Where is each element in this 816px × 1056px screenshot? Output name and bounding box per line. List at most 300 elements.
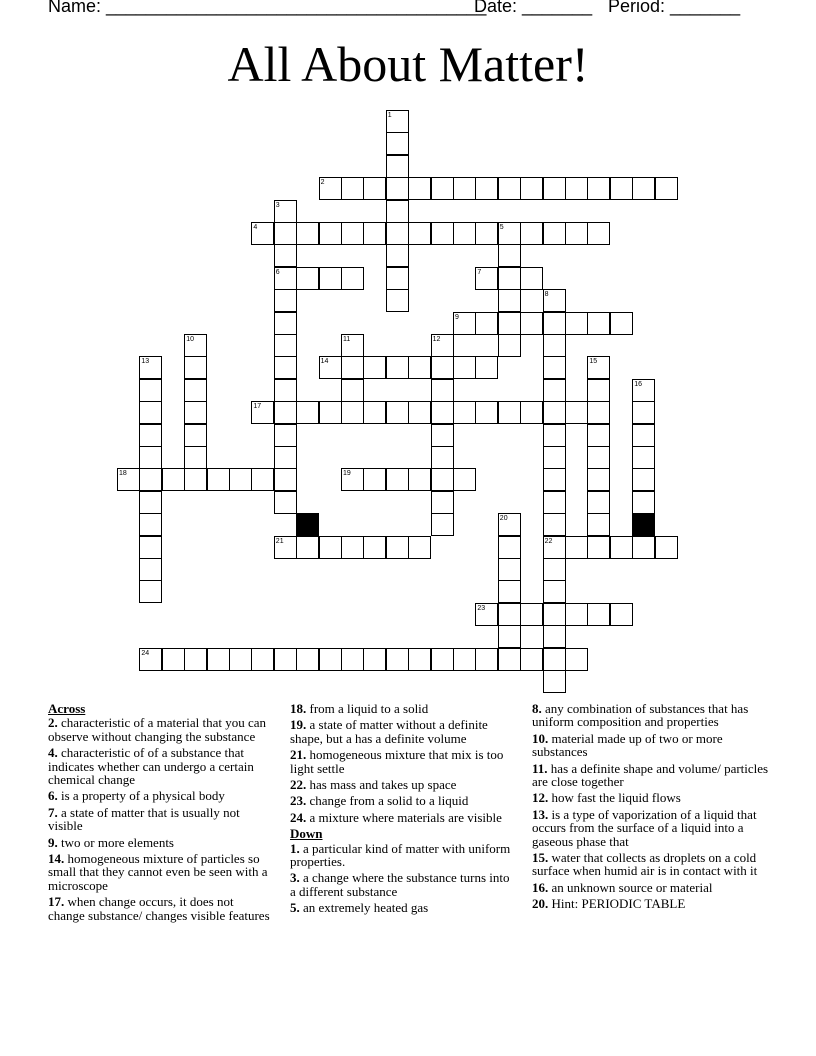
crossword-cell[interactable] xyxy=(319,267,342,290)
crossword-cell[interactable] xyxy=(475,177,498,200)
crossword-cell[interactable] xyxy=(610,312,633,335)
crossword-cell[interactable] xyxy=(498,558,521,581)
clue-number-label: 18 xyxy=(119,470,127,478)
crossword-cell[interactable] xyxy=(543,356,566,379)
crossword-cell[interactable] xyxy=(139,424,162,447)
crossword-cell[interactable] xyxy=(655,536,678,559)
crossword-cell[interactable] xyxy=(274,379,297,402)
crossword-cell[interactable] xyxy=(386,222,409,245)
clue-text: a mixture where materials are visible xyxy=(309,809,502,825)
across-clue xyxy=(290,718,515,745)
clue-text: a state of matter without a definite shape, but a has a definite volume xyxy=(290,717,488,746)
crossword-cell[interactable] xyxy=(386,177,409,200)
crossword-cell[interactable] xyxy=(498,244,521,267)
crossword-cell[interactable] xyxy=(498,312,521,335)
crossword-cell[interactable] xyxy=(632,177,655,200)
crossword-cell[interactable] xyxy=(655,177,678,200)
crossword-cell[interactable] xyxy=(587,446,610,469)
across-clue xyxy=(48,806,273,833)
crossword-cell[interactable] xyxy=(498,401,521,424)
crossword-cell[interactable] xyxy=(453,648,476,671)
clue-number: 23. xyxy=(290,793,307,809)
down-clue xyxy=(532,897,772,910)
clue-number: 9. xyxy=(48,834,58,850)
crossword-cell[interactable] xyxy=(363,177,386,200)
crossword-cell[interactable] xyxy=(543,513,566,536)
clue-number: 13. xyxy=(532,806,549,822)
clue-number-label: 23 xyxy=(477,604,486,612)
crossword-cell[interactable] xyxy=(632,424,655,447)
clue-number-label: 16 xyxy=(634,380,642,388)
down-clue xyxy=(532,762,772,789)
crossword-cell[interactable] xyxy=(341,536,364,559)
crossword-cell[interactable] xyxy=(632,491,655,514)
across-clue xyxy=(48,746,273,786)
crossword-cell[interactable] xyxy=(610,603,633,626)
across-heading: Across xyxy=(48,701,86,716)
clue-number-label: 10 xyxy=(186,336,194,343)
clue-number: 4. xyxy=(48,745,58,761)
crossword-cell[interactable] xyxy=(543,558,566,581)
crossword-cell[interactable] xyxy=(543,312,566,335)
clue-text: homogeneous mixture that mix is too light settle xyxy=(290,747,504,776)
crossword-cell[interactable] xyxy=(498,536,521,559)
crossword-cell[interactable] xyxy=(632,379,655,402)
black-square xyxy=(296,513,319,536)
clue-number: 24. xyxy=(290,809,307,825)
clue-number: 2. xyxy=(48,715,58,731)
crossword-cell[interactable] xyxy=(543,468,566,491)
clue-number-label: 2 xyxy=(320,179,325,187)
down-clue xyxy=(532,808,772,848)
black-square xyxy=(632,513,655,536)
crossword-cell[interactable] xyxy=(207,468,230,491)
crossword-cell[interactable] xyxy=(475,356,498,379)
crossword-cell[interactable] xyxy=(296,267,319,290)
crossword-cell[interactable] xyxy=(139,580,162,603)
crossword-cell[interactable] xyxy=(431,356,454,379)
crossword-cell[interactable] xyxy=(274,334,297,357)
crossword-cell[interactable] xyxy=(587,312,610,335)
crossword-cell[interactable] xyxy=(587,468,610,491)
clue-text: a change where the substance turns into a different substance xyxy=(290,870,510,899)
crossword-cell[interactable] xyxy=(408,468,431,491)
crossword-cell[interactable] xyxy=(543,603,566,626)
crossword-cell[interactable] xyxy=(274,401,297,424)
down-clue xyxy=(532,881,772,894)
crossword-cell[interactable] xyxy=(274,424,297,447)
clue-number: 19. xyxy=(290,717,307,733)
crossword-cell[interactable] xyxy=(117,468,140,491)
crossword-cell[interactable] xyxy=(139,379,162,402)
period-field[interactable]: Period: _______ xyxy=(608,0,741,16)
down-clue xyxy=(532,732,772,759)
crossword-cell[interactable] xyxy=(453,468,476,491)
crossword-cell[interactable] xyxy=(431,513,454,536)
clue-number-label: 8 xyxy=(544,291,549,299)
crossword-cell[interactable] xyxy=(229,468,252,491)
clue-number-label: 3 xyxy=(275,201,280,209)
across-clue xyxy=(48,852,273,892)
clue-text: is a type of vaporization of a liquid that occurs from the surface of a liquid into a gaseous phase that xyxy=(532,806,757,849)
crossword-cell[interactable] xyxy=(296,536,319,559)
crossword-cell[interactable] xyxy=(543,580,566,603)
clue-number-label: 13 xyxy=(141,358,150,366)
crossword-cell[interactable] xyxy=(363,222,386,245)
crossword-cell[interactable] xyxy=(498,267,521,290)
down-clue xyxy=(290,871,515,898)
crossword-cell[interactable] xyxy=(498,177,521,200)
crossword-cell[interactable] xyxy=(319,177,342,200)
crossword-cell[interactable] xyxy=(274,289,297,312)
crossword-cell[interactable] xyxy=(386,401,409,424)
across-clue xyxy=(48,789,273,802)
crossword-cell[interactable] xyxy=(587,603,610,626)
crossword-cell[interactable] xyxy=(229,648,252,671)
clue-text: material made up of two or more substances xyxy=(532,730,723,760)
crossword-cell[interactable] xyxy=(274,491,297,514)
crossword-cell[interactable] xyxy=(543,446,566,469)
crossword-cell[interactable] xyxy=(543,424,566,447)
across-clue xyxy=(48,895,273,922)
name-field[interactable]: Name: ______________________________________ xyxy=(48,0,487,16)
crossword-cell[interactable] xyxy=(408,536,431,559)
across-clue xyxy=(290,794,515,807)
crossword-cell[interactable] xyxy=(184,334,207,357)
crossword-cell[interactable] xyxy=(363,401,386,424)
crossword-cell[interactable] xyxy=(431,334,454,357)
crossword-cell[interactable] xyxy=(475,312,498,335)
crossword-cell[interactable] xyxy=(184,468,207,491)
clue-text: water that collects as droplets on a cold surface when humid air is in contact with it xyxy=(532,850,758,879)
clue-number: 5. xyxy=(290,900,300,916)
clue-number-label: 6 xyxy=(275,268,280,276)
crossword-cell[interactable] xyxy=(341,334,364,357)
crossword-cell[interactable] xyxy=(341,401,364,424)
crossword-cell[interactable] xyxy=(341,267,364,290)
crossword-cell[interactable] xyxy=(162,648,185,671)
crossword-cell[interactable] xyxy=(520,267,543,290)
crossword-cell[interactable] xyxy=(274,222,297,245)
clue-text: has mass and takes up space xyxy=(309,777,457,793)
crossword-cell[interactable] xyxy=(139,513,162,536)
crossword-cell[interactable] xyxy=(498,222,521,245)
crossword-cell[interactable] xyxy=(363,468,386,491)
crossword-cell[interactable] xyxy=(184,401,207,424)
crossword-cell[interactable] xyxy=(520,603,543,626)
crossword-cell[interactable] xyxy=(319,401,342,424)
crossword-cell[interactable] xyxy=(587,491,610,514)
crossword-cell[interactable] xyxy=(139,491,162,514)
crossword-cell[interactable] xyxy=(296,401,319,424)
crossword-cell[interactable] xyxy=(408,177,431,200)
crossword-cell[interactable] xyxy=(587,536,610,559)
crossword-cell[interactable] xyxy=(386,110,409,133)
clue-number: 21. xyxy=(290,747,307,763)
clue-text: when change occurs, it does not change substance/ changes visible features xyxy=(48,894,270,923)
crossword-cell[interactable] xyxy=(386,356,409,379)
clue-text: is a property of a physical body xyxy=(61,788,225,804)
crossword-cell[interactable] xyxy=(184,648,207,671)
crossword-cell[interactable] xyxy=(543,648,566,671)
crossword-cell[interactable] xyxy=(610,177,633,200)
clue-text: an extremely heated gas xyxy=(303,900,429,916)
crossword-cell[interactable] xyxy=(565,648,588,671)
crossword-cell[interactable] xyxy=(632,401,655,424)
clue-text: an unknown source or material xyxy=(551,879,713,895)
clue-text: a state of matter that is usually not visible xyxy=(48,804,240,834)
crossword-cell[interactable] xyxy=(543,625,566,648)
crossword-cell[interactable] xyxy=(520,177,543,200)
clue-text: characteristic of of a substance that indicates whether can undergo a certain chemical change xyxy=(48,745,254,788)
crossword-cell[interactable] xyxy=(296,648,319,671)
crossword-cell[interactable] xyxy=(341,177,364,200)
crossword-cell[interactable] xyxy=(498,648,521,671)
crossword-cell[interactable] xyxy=(296,222,319,245)
down-clue xyxy=(532,791,772,804)
crossword-cell[interactable] xyxy=(565,312,588,335)
clue-number: 12. xyxy=(532,790,549,806)
crossword-cell[interactable] xyxy=(498,334,521,357)
crossword-cell[interactable] xyxy=(251,401,274,424)
across-clue xyxy=(48,716,273,743)
crossword-cell[interactable] xyxy=(543,334,566,357)
clue-text: a particular kind of matter with uniform properties. xyxy=(290,840,511,870)
crossword-cell[interactable] xyxy=(319,222,342,245)
crossword-cell[interactable] xyxy=(386,468,409,491)
crossword-cell[interactable] xyxy=(498,603,521,626)
crossword-cell[interactable] xyxy=(520,648,543,671)
crossword-cell[interactable] xyxy=(498,625,521,648)
crossword-cell[interactable] xyxy=(184,379,207,402)
crossword-cell[interactable] xyxy=(587,424,610,447)
crossword-cell[interactable] xyxy=(341,222,364,245)
date-field[interactable]: Date: _______ xyxy=(474,0,593,16)
crossword-cell[interactable] xyxy=(408,648,431,671)
crossword-cell[interactable] xyxy=(543,491,566,514)
crossword-cell[interactable] xyxy=(319,356,342,379)
crossword-cell[interactable] xyxy=(363,648,386,671)
across-clue xyxy=(290,811,515,824)
crossword-cell[interactable] xyxy=(431,222,454,245)
clue-column-1 xyxy=(48,702,273,925)
crossword-cell[interactable] xyxy=(139,356,162,379)
crossword-cell[interactable] xyxy=(543,289,566,312)
clue-number-label: 20 xyxy=(499,515,508,523)
across-clue xyxy=(290,778,515,791)
crossword-cell[interactable] xyxy=(386,289,409,312)
crossword-cell[interactable] xyxy=(386,244,409,267)
crossword-cell[interactable] xyxy=(363,356,386,379)
crossword-cell[interactable] xyxy=(184,356,207,379)
crossword-cell[interactable] xyxy=(475,648,498,671)
crossword-cell[interactable] xyxy=(274,244,297,267)
crossword-cell[interactable] xyxy=(274,446,297,469)
crossword-cell[interactable] xyxy=(565,177,588,200)
crossword-cell[interactable] xyxy=(587,401,610,424)
crossword-cell[interactable] xyxy=(341,379,364,402)
crossword-cell[interactable] xyxy=(408,222,431,245)
crossword-cell[interactable] xyxy=(319,536,342,559)
clue-number-label: 1 xyxy=(387,112,392,119)
crossword-cell[interactable] xyxy=(431,648,454,671)
crossword-cell[interactable] xyxy=(431,401,454,424)
crossword-cell[interactable] xyxy=(587,177,610,200)
clue-number-label: 24 xyxy=(141,649,150,657)
clue-number: 7. xyxy=(48,804,58,820)
crossword-cell[interactable] xyxy=(520,312,543,335)
down-clue xyxy=(532,851,772,878)
crossword-cell[interactable] xyxy=(632,446,655,469)
crossword-cell[interactable] xyxy=(453,177,476,200)
crossword-cell[interactable] xyxy=(587,222,610,245)
crossword-cell[interactable] xyxy=(184,446,207,469)
crossword-cell[interactable] xyxy=(184,424,207,447)
clue-number-label: 7 xyxy=(477,268,482,276)
crossword-cell[interactable] xyxy=(274,536,297,559)
crossword-cell[interactable] xyxy=(341,356,364,379)
crossword-cell[interactable] xyxy=(498,580,521,603)
clue-text: from a liquid to a solid xyxy=(309,701,429,716)
crossword-cell[interactable] xyxy=(475,267,498,290)
crossword-cell[interactable] xyxy=(543,379,566,402)
clue-number: 14. xyxy=(48,851,65,867)
crossword-cell[interactable] xyxy=(498,513,521,536)
crossword-cell[interactable] xyxy=(274,267,297,290)
crossword-cell[interactable] xyxy=(274,468,297,491)
clue-number: 15. xyxy=(532,850,549,866)
crossword-cell[interactable] xyxy=(565,603,588,626)
crossword-cell[interactable] xyxy=(543,536,566,559)
clue-number-label: 4 xyxy=(253,224,258,231)
clue-column-2 xyxy=(290,702,515,918)
clue-number: 22. xyxy=(290,777,307,793)
crossword-cell[interactable] xyxy=(587,379,610,402)
crossword-cell[interactable] xyxy=(453,222,476,245)
crossword-cell[interactable] xyxy=(274,356,297,379)
clue-text: change from a solid to a liquid xyxy=(309,793,469,809)
crossword-cell[interactable] xyxy=(475,401,498,424)
crossword-cell[interactable] xyxy=(431,424,454,447)
crossword-cell[interactable] xyxy=(139,401,162,424)
crossword-cell[interactable] xyxy=(453,356,476,379)
crossword-cell[interactable] xyxy=(274,648,297,671)
crossword-cell[interactable] xyxy=(408,356,431,379)
clue-number-label: 12 xyxy=(432,336,441,343)
crossword-cell[interactable] xyxy=(587,356,610,379)
crossword-cell[interactable] xyxy=(408,401,431,424)
crossword-cell[interactable] xyxy=(386,648,409,671)
clue-column-3 xyxy=(532,702,772,914)
crossword-cell[interactable] xyxy=(139,558,162,581)
clue-text: two or more elements xyxy=(61,834,174,850)
crossword-cell[interactable] xyxy=(543,222,566,245)
clue-number-label: 19 xyxy=(343,470,351,478)
crossword-cell[interactable] xyxy=(475,222,498,245)
crossword-cell[interactable] xyxy=(139,536,162,559)
clue-number: 11. xyxy=(532,760,548,776)
clue-text: how fast the liquid flows xyxy=(551,790,681,806)
crossword-cell[interactable] xyxy=(341,468,364,491)
clue-number: 10. xyxy=(532,730,549,746)
across-clue xyxy=(290,702,515,715)
crossword-cell[interactable] xyxy=(386,132,409,155)
clue-number: 1. xyxy=(290,840,300,856)
crossword-cell[interactable] xyxy=(251,222,274,245)
crossword-cell[interactable] xyxy=(207,648,230,671)
crossword-cell[interactable] xyxy=(363,536,386,559)
crossword-cell[interactable] xyxy=(632,536,655,559)
clue-number: 17. xyxy=(48,894,65,910)
crossword-cell[interactable] xyxy=(543,401,566,424)
crossword-cell[interactable] xyxy=(139,648,162,671)
clue-number-label: 5 xyxy=(499,224,504,231)
crossword-cell[interactable] xyxy=(475,603,498,626)
crossword-cell[interactable] xyxy=(632,468,655,491)
crossword-cell[interactable] xyxy=(386,536,409,559)
crossword-cell[interactable] xyxy=(453,312,476,335)
crossword-cell[interactable] xyxy=(431,468,454,491)
crossword-cell[interactable] xyxy=(498,289,521,312)
across-clue xyxy=(290,748,515,775)
clue-text: characteristic of a material that you can observe without changing the substance xyxy=(48,715,267,744)
crossword-cell[interactable] xyxy=(386,200,409,223)
crossword-cell[interactable] xyxy=(520,222,543,245)
crossword-cell[interactable] xyxy=(251,468,274,491)
crossword-cell[interactable] xyxy=(162,468,185,491)
crossword-cell[interactable] xyxy=(453,401,476,424)
crossword-cell[interactable] xyxy=(431,379,454,402)
crossword-cell[interactable] xyxy=(543,670,566,693)
clue-number-label: 17 xyxy=(253,403,262,411)
crossword-cell[interactable] xyxy=(139,446,162,469)
crossword-cell[interactable] xyxy=(565,536,588,559)
crossword-cell[interactable] xyxy=(587,513,610,536)
clue-number-label: 9 xyxy=(455,313,459,321)
crossword-cell[interactable] xyxy=(565,401,588,424)
clue-number-label: 21 xyxy=(275,537,284,545)
clue-number: 8. xyxy=(532,701,542,716)
down-clue xyxy=(290,842,515,869)
crossword-cell[interactable] xyxy=(251,648,274,671)
crossword-cell[interactable] xyxy=(610,536,633,559)
crossword-cell[interactable] xyxy=(386,155,409,178)
crossword-cell[interactable] xyxy=(520,401,543,424)
clue-number-label: 22 xyxy=(544,537,553,545)
page-title: All About Matter! xyxy=(227,36,589,92)
crossword-cell[interactable] xyxy=(274,312,297,335)
crossword-cell[interactable] xyxy=(431,446,454,469)
clue-number-label: 14 xyxy=(320,358,329,366)
clue-number-label: 15 xyxy=(589,358,598,366)
crossword-cell[interactable] xyxy=(431,491,454,514)
crossword-cell[interactable] xyxy=(341,648,364,671)
clue-number: 16. xyxy=(532,879,549,895)
crossword-cell[interactable] xyxy=(431,177,454,200)
across-clue xyxy=(48,836,273,849)
clue-number: 3. xyxy=(290,870,300,886)
down-clue xyxy=(532,702,772,729)
clue-text: Hint: PERIODIC TABLE xyxy=(551,896,686,912)
crossword-cell[interactable] xyxy=(386,267,409,290)
clue-number: 6. xyxy=(48,788,58,804)
crossword-cell[interactable] xyxy=(274,200,297,223)
crossword-cell[interactable] xyxy=(139,468,162,491)
crossword-cell[interactable] xyxy=(543,177,566,200)
crossword-cell[interactable] xyxy=(319,648,342,671)
clue-text: has a definite shape and volume/ particles are close together xyxy=(532,760,769,790)
crossword-cell[interactable] xyxy=(565,222,588,245)
